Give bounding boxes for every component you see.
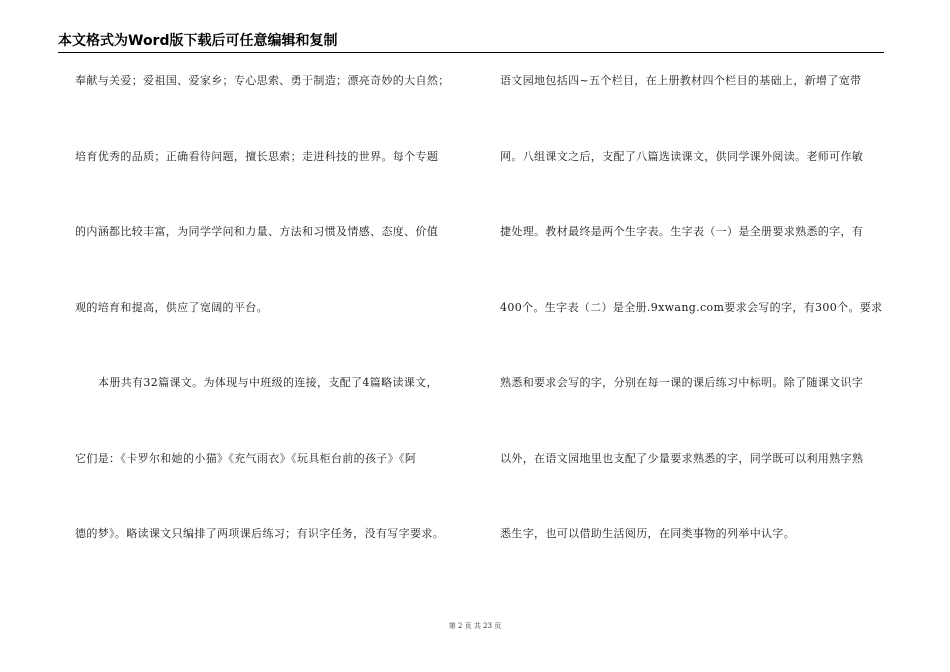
paragraph-line: 的内涵都比较丰富，为同学学问和力量、方法和习惯及情感、态度、价值: [75, 225, 439, 238]
paragraph-line: 熟悉和要求会写的字，分别在每一课的课后练习中标明。除了随课文识字: [500, 376, 864, 389]
paragraph-line: 悉生字，也可以借助生活阅历，在同类事物的列举中认字。: [500, 527, 796, 540]
paragraph-line: 本册共有32篇课文。为体现与中班级的连接，支配了4篇略读课文，: [98, 376, 438, 389]
right-text-column: [500, 73, 892, 602]
paragraph-line: 它们是：《卡罗尔和她的小猫》《充气雨衣》《玩具柜台前的孩子》《阿: [75, 451, 417, 465]
paragraph-line: 语文园地包括四~五个栏目，在上册教材四个栏目的基础上，新增了宽带: [500, 74, 862, 87]
paragraph-line: 400个。生字表（二）是全册.9xwang.com要求会写的字，有300个。要求: [500, 300, 883, 314]
left-text-column: [75, 73, 467, 602]
page-number: 第 2 页 共 23 页: [448, 622, 502, 630]
header-title: 本文格式为Word版下载后可任意编辑和复制: [58, 33, 338, 49]
paragraph-line: 捷处理。教材最终是两个生字表。生字表（一）是全册要求熟悉的字，有: [500, 225, 864, 238]
paragraph-line: 以外，在语文园地里也支配了少量要求熟悉的字，同学既可以利用熟字熟: [500, 451, 864, 465]
paragraph-line: 奉献与关爱；爱祖国、爱家乡；专心思索、勇于制造；漂亮奇妙的大自然；: [75, 74, 450, 87]
page-header: [58, 30, 884, 53]
paragraph-line: 德的梦》。略读课文只编排了两项课后练习；有识字任务，没有写字要求。: [75, 527, 445, 540]
paragraph-line: 网。八组课文之后，支配了八篇选读课文，供同学课外阅读。老师可作敏: [500, 149, 864, 163]
paragraph-line: 观的培育和提高，供应了宽阔的平台。: [75, 300, 268, 314]
paragraph-line: 培育优秀的品质；正确看待问题，擅长思索；走进科技的世界。每个专题: [75, 149, 439, 163]
